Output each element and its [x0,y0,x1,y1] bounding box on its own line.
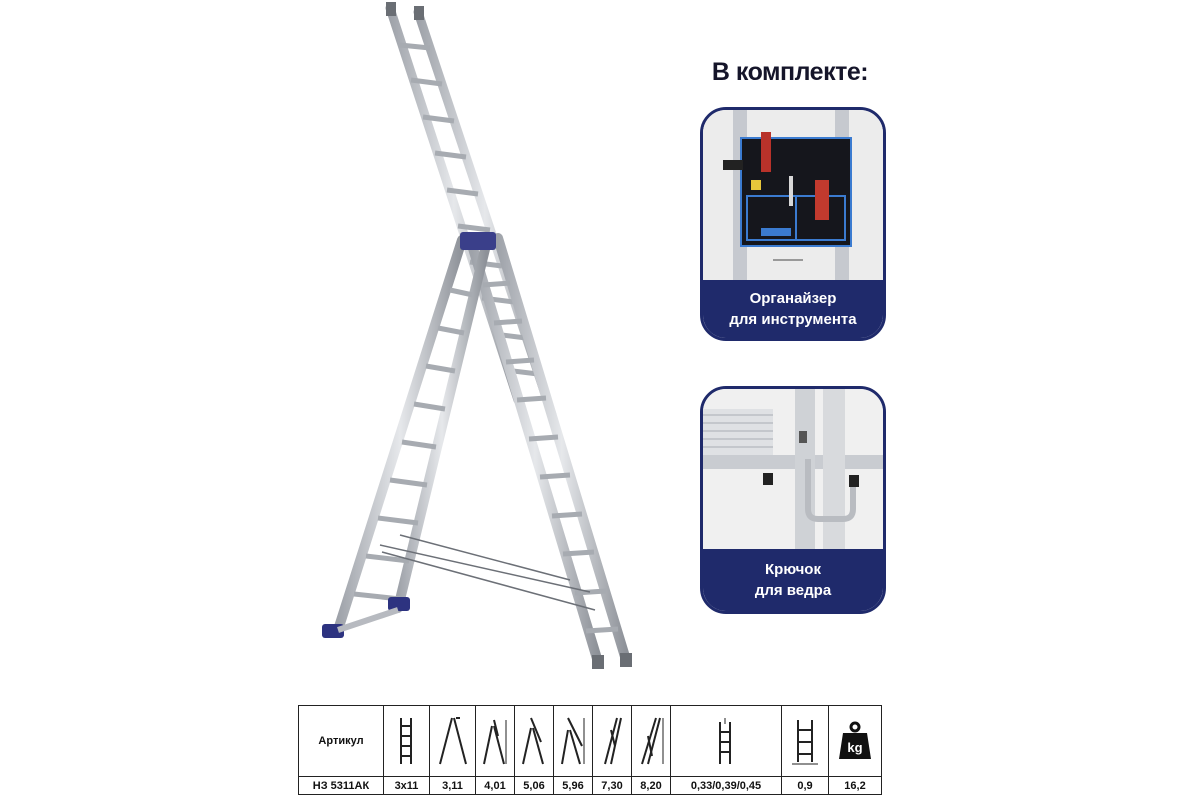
organizer-caption-line-2: для инструмента [729,311,857,328]
weight-icon [838,721,872,761]
hook-caption [703,549,883,611]
kit-title: В комплекте: [711,58,869,86]
stepladder-ext-3-icon [515,706,554,777]
ladder-ext-5-icon [593,706,632,777]
ladder-sections-icon [384,706,430,777]
spec-value-5: 5,96 [554,777,593,795]
spec-value-2: 3,11 [430,777,476,795]
spec-value-row [299,777,882,795]
spec-weight: 16,2 [829,777,882,795]
spec-article: НЗ 5311АК [299,777,384,795]
ladder-illustration [290,0,650,690]
spec-value-6: 7,30 [593,777,632,795]
upper-section [386,2,552,415]
rear-section [322,232,496,638]
tool-organizer-photo [703,110,883,280]
organizer-caption [703,280,883,338]
stepladder-height-icon [430,706,476,777]
spec-base: 0,9 [782,777,829,795]
ladder-ext-6-icon [632,706,671,777]
bucket-hook-photo [703,389,883,549]
ladder-width-icon [671,706,782,777]
weight-icon-label: kg [847,740,863,755]
article-header-cell [299,706,384,777]
hook-caption-line-2: для ведра [754,582,832,599]
weight-icon-cell [829,706,882,777]
spec-value-7: 8,20 [632,777,671,795]
spec-table [298,705,882,795]
spec-sections: 3х11 [384,777,430,795]
middle-section [472,238,632,669]
spec-value-3: 4,01 [476,777,515,795]
kit-card-hook [700,386,886,614]
spec-icon-row [299,706,882,777]
stepladder-base-icon [782,706,829,777]
stepladder-ext-2-icon [476,706,515,777]
kit-card-organizer [700,107,886,341]
organizer-caption-line-1: Органайзер [749,290,837,307]
article-header-label: Артикул [318,735,364,747]
ladder-image [290,0,650,690]
stepladder-ext-4-icon [554,706,593,777]
hook-caption-line-1: Крючок [765,561,821,578]
spec-value-4: 5,06 [515,777,554,795]
spec-width: 0,33/0,39/0,45 [671,777,782,795]
